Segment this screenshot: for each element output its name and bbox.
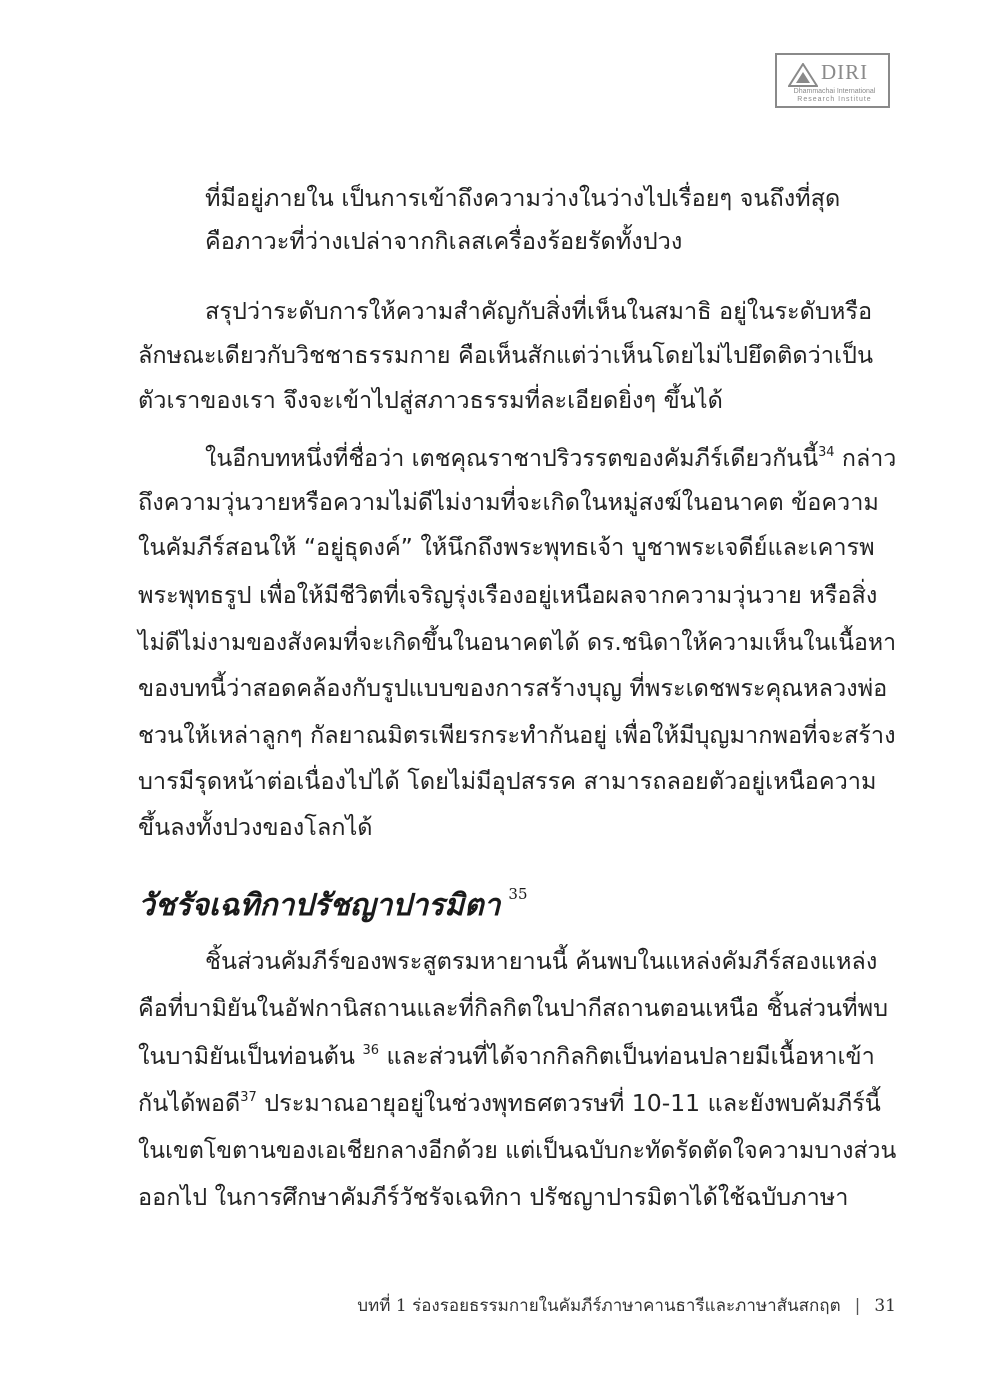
- paragraph-3-line-5: ไม่ดีไม่งามของสังคมที่จะเกิดขึ้นในอนาคตได้ ดร.ชนิดาให้ความเห็นในเนื้อหา: [138, 628, 897, 656]
- paragraph-2-line-3: ตัวเราของเรา จึงจะเข้าไปสู่สภาวธรรมที่ละเอียดยิ่งๆ ขึ้นได้: [138, 386, 723, 414]
- paragraph-1-line-1: ที่มีอยู่ภายใน เป็นการเข้าถึงความว่างในว่างไปเรื่อยๆ จนถึงที่สุด: [205, 184, 841, 212]
- paragraph-3-line-4: พระพุทธรูป เพื่อให้มีชีวิตที่เจริญรุ่งเรืองอยู่เหนือผลจากความวุ่นวาย หรือสิ่ง: [138, 581, 878, 609]
- logo-subtitle-2: Research Institute: [797, 96, 872, 103]
- paragraph-4-line-3-tail: และส่วนที่ได้จากกิลกิตเป็นท่อนปลายมีเนื้อหาเข้า: [379, 1042, 875, 1070]
- paragraph-2-line-1: สรุปว่าระดับการให้ความสำคัญกับสิ่งที่เห็นในสมาธิ อยู่ในระดับหรือ: [205, 297, 873, 325]
- footer-separator: |: [854, 1296, 861, 1316]
- footnote-ref-34: 34: [818, 445, 835, 460]
- section-heading-title: วัชรัจเฉทิกาปรัชญาปารมิตา: [138, 888, 501, 923]
- paragraph-4-line-4: [138, 1088, 881, 1118]
- section-heading: [138, 886, 528, 926]
- paragraph-3-line-2: ถึงความวุ่นวายหรือความไม่ดีไม่งามที่จะเกิดในหมู่สงฆ์ในอนาคต ข้อความ: [138, 488, 879, 516]
- page-footer: [340, 1294, 896, 1318]
- paragraph-4-line-2: คือที่บามิยันในอัฟกานิสถานและที่กิลกิตในปากีสถานตอนเหนือ ชิ้นส่วนที่พบ: [138, 994, 888, 1022]
- paragraph-3-line-6: ของบทนี้ว่าสอดคล้องกับรูปแบบของการสร้างบุญ ที่พระเดชพระคุณหลวงพ่อ: [138, 674, 888, 702]
- paragraph-4-line-4-tail: ประมาณอายุอยู่ในช่วงพุทธศตวรษที่ 10-11 และยังพบคัมภีร์นี้: [256, 1089, 881, 1117]
- triangle-logo-icon: [788, 63, 818, 87]
- diri-logo: [775, 53, 890, 108]
- logo-subtitle-1: Dhammachai International: [793, 88, 876, 95]
- footnote-ref-36: 36: [362, 1043, 380, 1058]
- paragraph-1-line-2: คือภาวะที่ว่างเปล่าจากกิเลสเครื่องร้อยรัดทั้งปวง: [205, 227, 683, 255]
- paragraph-4-line-4-text: กันได้พอดี: [138, 1089, 241, 1117]
- footnote-ref-37: 37: [240, 1090, 257, 1105]
- paragraph-4-line-5: ในเขตโขตานของเอเชียกลางอีกด้วย แต่เป็นฉบับกะทัดรัดตัดใจความบางส่วน: [138, 1136, 897, 1164]
- footnote-ref-35: 35: [508, 885, 528, 903]
- paragraph-2-line-2: ลักษณะเดียวกับวิชชาธรรมกาย คือเห็นสักแต่ว่าเห็นโดยไม่ไปยึดติดว่าเป็น: [138, 341, 874, 369]
- paragraph-3-line-8: บารมีรุดหน้าต่อเนื่องไปได้ โดยไม่มีอุปสรรค สามารถลอยตัวอยู่เหนือความ: [138, 767, 877, 795]
- paragraph-3-line-1: [205, 443, 896, 473]
- paragraph-3-line-3: ในคัมภีร์สอนให้ “อยู่ธุดงค์” ให้นึกถึงพระพุทธเจ้า บูชาพระเจดีย์และเคารพ: [138, 533, 875, 561]
- paragraph-4-line-6: ออกไป ในการศึกษาคัมภีร์วัชรัจเฉทิกา ปรัชญาปารมิตาได้ใช้ฉบับภาษา: [138, 1183, 849, 1211]
- paragraph-4-line-1: ชิ้นส่วนคัมภีร์ของพระสูตรมหายานนี้ ค้นพบในแหล่งคัมภีร์สองแหล่ง: [205, 947, 878, 975]
- paragraph-3-line-1-tail: กล่าว: [834, 444, 897, 472]
- logo-wordmark: DIRI: [821, 60, 869, 84]
- paragraph-3-line-1-text: ในอีกบทหนึ่งที่ชื่อว่า เตชคุณราชาปริวรรตของคัมภีร์เดียวกันนี้: [205, 444, 819, 472]
- paragraph-4-line-3: [138, 1041, 875, 1071]
- paragraph-4-line-3-text: ในบามิยันเป็นท่อนต้น: [138, 1042, 363, 1070]
- paragraph-3-line-7: ชวนให้เหล่าลูกๆ กัลยาณมิตรเพียรกระทำกันอยู่ เพื่อให้มีบุญมากพอที่จะสร้าง: [138, 721, 896, 749]
- footer-chapter-title: บทที่ 1 ร่องรอยธรรมกายในคัมภีร์ภาษาคานธารีและภาษาสันสกฤต: [357, 1296, 841, 1316]
- paragraph-3-line-9: ขึ้นลงทั้งปวงของโลกได้: [138, 813, 373, 841]
- page-number: 31: [874, 1296, 896, 1316]
